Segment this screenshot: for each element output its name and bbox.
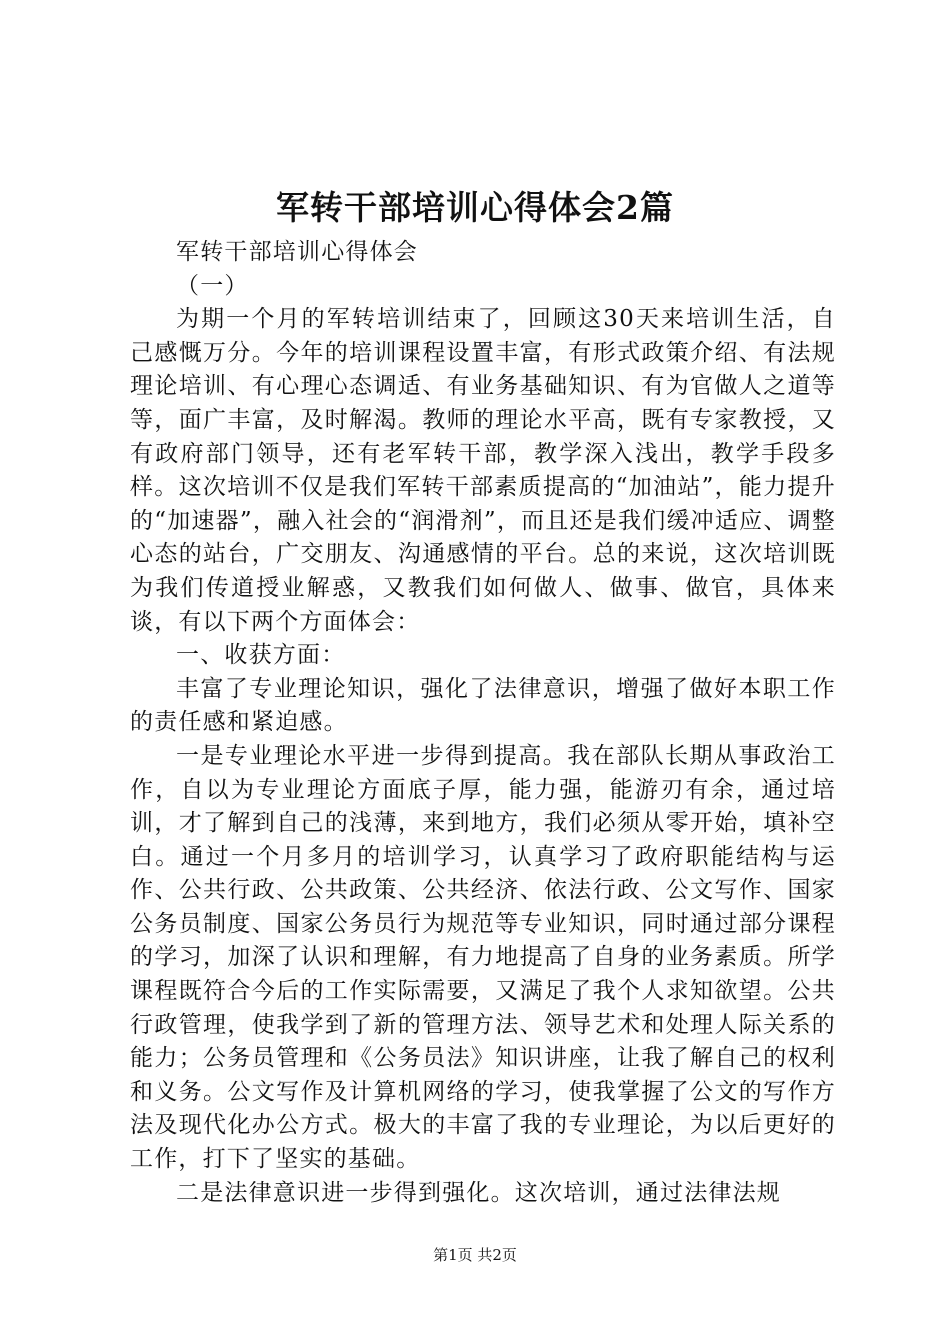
- document-title: 军转干部培训心得体会2篇: [276, 188, 674, 227]
- section-number: （一）: [176, 272, 249, 299]
- body-paragraph: 一是专业理论水平进一步得到提高。我在部队长期从事政治工作，自以为专业理论方面底子厚，能力强，能游刃有余，通过培训，才了解到自己的浅薄，来到地方，我们必须从零开始，填补空白。通过一个月多月的培训学习，认真学习了政府职能结构与运作、公共行政、公共政策、公共经济、依法行政、公文写作、国家公务员制度、国家公务员行为规范等专业知识，同时通过部分课程的学习，加深了认识和理解，有力地提高了自身的业务素质。所学课程既符合今后的工作实际需要，又满足了我个人求知欲望。公共行政管理，使我学到了新的管理方法、领导艺术和处理人际关系的能力；公务员管理和《公务员法》知识讲座，让我了解自己的权利和义务。公文写作及计算机网络的学习，使我掌握了公文的写作方法及现代化办公方式。极大的丰富了我的专业理论，为以后更好的工作，打下了坚实的基础。: [130, 742, 836, 1173]
- body-paragraph: 二是法律意识进一步得到强化。这次培训，通过法律法规: [176, 1179, 781, 1206]
- page-footer: 第1页 共2页: [433, 1246, 517, 1264]
- section-heading: 一、收获方面：: [176, 642, 346, 669]
- subtitle: 军转干部培训心得体会: [176, 239, 418, 265]
- document-body: [130, 236, 836, 1210]
- body-paragraph: 为期一个月的军转培训结束了，回顾这30天来培训生活，自己感慨万分。今年的培训课程设置丰富，有形式政策介绍、有法规理论培训、有心理心态调适、有业务基础知识、有为官做人之道等等，面广丰富，及时解渴。教师的理论水平高，既有专家教授，又有政府部门领导，还有老军转干部，教学深入浅出，教学手段多样。这次培训不仅是我们军转干部素质提高的“加油站”，能力提升的“加速器”，融入社会的“润滑剂”，而且还是我们缓冲适应、调整心态的站台，广交朋友、沟通感情的平台。总的来说，这次培训既为我们传道授业解惑，又教我们如何做人、做事、做官，具体来谈，有以下两个方面体会：: [130, 306, 836, 635]
- body-paragraph: 丰富了专业理论知识，强化了法律意识，增强了做好本职工作的责任感和紧迫感。: [130, 675, 836, 736]
